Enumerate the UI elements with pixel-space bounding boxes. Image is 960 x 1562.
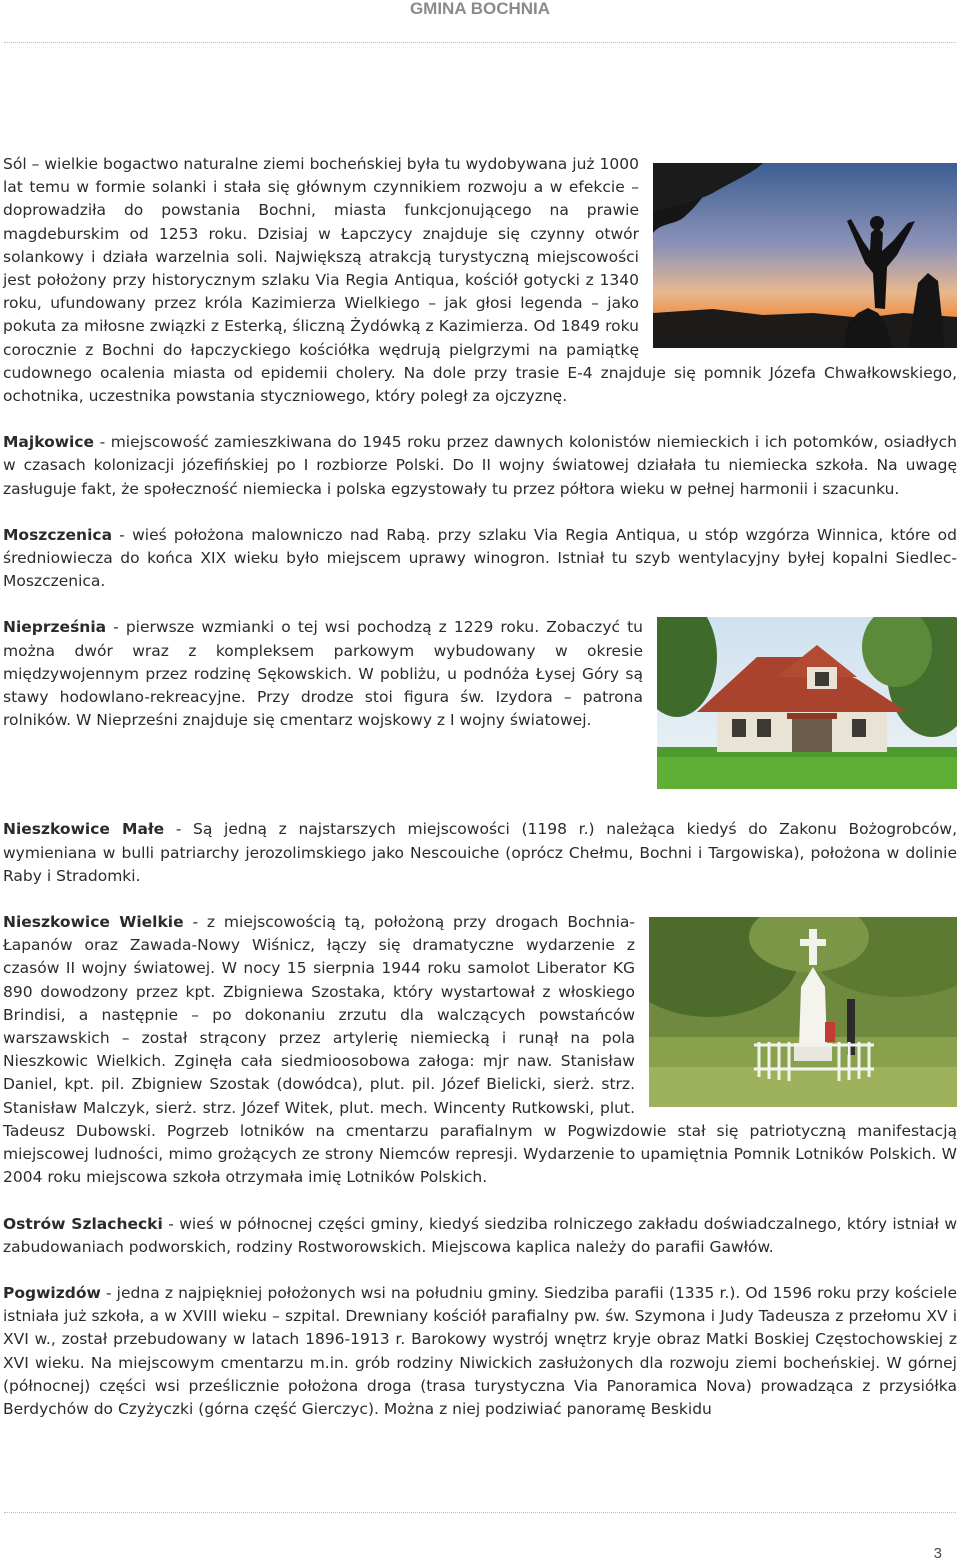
paragraph-text: - wieś położona malowniczo nad Rabą. przy szlaku Via Regia Antiqua, u stóp wzgórza Winnica, które od średniowiecza do końca XIX wieku było miejscem uprawy winogron. Istniał tu szyb wentylacyjny byłej kopalni Siedlec-Moszczenica. (3, 525, 957, 591)
photo-manor-house (657, 617, 957, 789)
paragraph-text: - Są jedną z najstarszych miejscowości (1198 r.) należąca kiedyś do Zakonu Bożogrobców, wymieniana w bulli patriarchy jerozolimskiego jako Nescouiche (oprócz Chełmu, Bochni i Targowiska), położona w dolinie Raby i Stradomki. (3, 820, 957, 885)
page-number: 3 (933, 1545, 942, 1562)
place-name: Moszczenica (3, 525, 113, 544)
paragraph-ostrow-szlachecki (3, 1213, 957, 1259)
place-name: Nieszkowice Wielkie (3, 913, 184, 932)
paragraph-text: - pierwsze wzmianki o tej wsi pochodzą z 1229 roku. Zobaczyć tu można dwór wraz z kompleksem parkowym wybudowany w okresie międzywojennym przez rodzinę Sękowskich. W pobliżu, u podnóża Łysej Góry są stawy hodowlano-rekreacyjne. Przy drodze stoi figura św. Izydora – patrona rolników. W Nieprześni znajduje się cmentarz wojskowy z I wojny światowej. (3, 618, 643, 730)
article-body (3, 153, 957, 1421)
paragraph-text: - miejscowość zamieszkiwana do 1945 roku przez dawnych kolonistów niemieckich i ich potomków, osiadłych w czasach kolonizacji józefińskiej po I rozbiorze Polski. Do II wojny światowej działała tu niemiecka szkoła. Na uwagę zasługuje fakt, że społeczność niemiecka i polska egzystowały tu przez półtora wieku w pełnej harmonii i szacunku. (3, 433, 957, 498)
footer-divider (4, 1512, 956, 1513)
paragraph-text: Sól – wielkie bogactwo naturalne ziemi bocheńskiej była tu wydobywana już 1000 lat temu w formie solanki i stała się głównym czynnikiem rozwoju a w efekcie – doprowadziła do powstania Bochni, miasta funkcjonującego na prawie magdeburskim od 1253 roku. Dzisiaj w Łapczycy znajduje się czynny otwór solankowy i działa warzelnia soli. Największą atrakcją turystyczną miejscowości jest położony przy historycznym szlaku Via Regia Antiqua, kościół gotycki z 1340 roku, ufundowany przez króla Kazimierza Wielkiego – jak głosi legenda – jako pokuta za miłosne związki z Esterką, śliczną Żydówką z Kazimierza. Od 1849 roku corocznie z Bochni do łapczyckiego kościółka wędrują pielgrzymi na pamiątkę cudownego ocalenia miasta od epidemii cholery. Na dole przy trasie E-4 znajduje się pomnik Józefa Chwałkowskiego, ochotnika, uczestnika powstania styczniowego, który poległ za ojczyznę. (3, 155, 957, 406)
page-header (0, 0, 960, 17)
paragraph-nieszkowice-wielkie (3, 911, 957, 1189)
header-divider (4, 42, 956, 43)
paragraph-text: - jedna z najpiękniej położonych wsi na południu gminy. Siedziba parafii (1335 r.). Od 1596 roku przy kościele istniała już szkoła, a w XVIII wieku – szpital. Drewniany kościół parafialny pw. św. Szymona i Judy Tadeusza z przełomu XV i XVI w., został przebudowany w latach 1896-1913 r. Barokowy wystrój wnętrz kryje obraz Matki Boskiej Częstochowskiej z XVI wieku. Na miejscowym cmentarzu m.in. grób rodziny Niwickich zasłużonych dla rozwoju ziemi bocheńskiej. W górnej (północnej) części wsi prześlicznie położona droga (trasa turystyczna Via Panoramica Nova) prowadząca z przysiółka Berdychów do Czyżyczki (górna część Gierczyc). Można z niej podziwiać panoramę Beskidu (3, 1283, 957, 1418)
paragraph-text: - z miejscowością tą, położoną przy drogach Bochnia-Łapanów oraz Zawada-Nowy Wiśnicz, łączy się dramatyczne wydarzenie z czasów II wojny światowej. W nocy 15 sierpnia 1944 roku samolot Liberator KG 890 dowodzony przez kpt. Zbigniewa Szostaka, który wystartował z włoskiego Brindisi, a następnie – po dokonaniu zrzutu dla walczących powstańców warszawskich – został strącony przez artylerię niemiecką i runął na pola Nieszkowic Wielkich. Zginęła cała siedmioosobowa załoga: mjr naw. Stanisław Daniel, kpt. pil. Zbigniew Szostak (dowódca), plut. pil. Józef Bielicki, sierż. strz. Stanisław Malczyk, sierż. strz. Józef Witek, plut. mech. Wincenty Rutkowski, plut. Tadeusz Dubowski. Pogrzeb lotników na cmentarzu parafialnym w Pogwizdowie stał się patriotyczną manifestacją miejscowej ludności, mimo grożących ze strony Niemców represji. Wydarzenie to upamiętnia Pomnik Lotników Polskich. W 2004 roku miejscowa szkoła otrzymała imię Lotników Polskich. (3, 913, 957, 1187)
place-name: Ostrów Szlachecki (3, 1214, 163, 1233)
place-name: Nieszkowice Małe (3, 820, 165, 839)
paragraph-majkowice (3, 431, 957, 501)
place-name: Nieprześnia (3, 618, 107, 637)
photo-memorial-cross (649, 917, 957, 1107)
paragraph-nieszkowice-male (3, 818, 957, 888)
paragraph-niepreznia (3, 616, 957, 732)
paragraph-lapczyca (3, 153, 957, 408)
paragraph-pogwizdow (3, 1282, 957, 1421)
place-name: Majkowice (3, 433, 95, 452)
paragraph-text: - wieś w północnej części gminy, kiedyś siedziba rolniczego zakładu doświadczalnego, który istniał w zabudowaniach podworskich, rodziny Rostworowskich. Miejscowa kaplica należy do parafii Gawłów. (3, 1214, 957, 1256)
place-name: Pogwizdów (3, 1283, 101, 1302)
paragraph-moszczenica (3, 524, 957, 594)
photo-statue-sunset (653, 163, 957, 348)
header-title: GMINA BOCHNIA (409, 0, 551, 18)
